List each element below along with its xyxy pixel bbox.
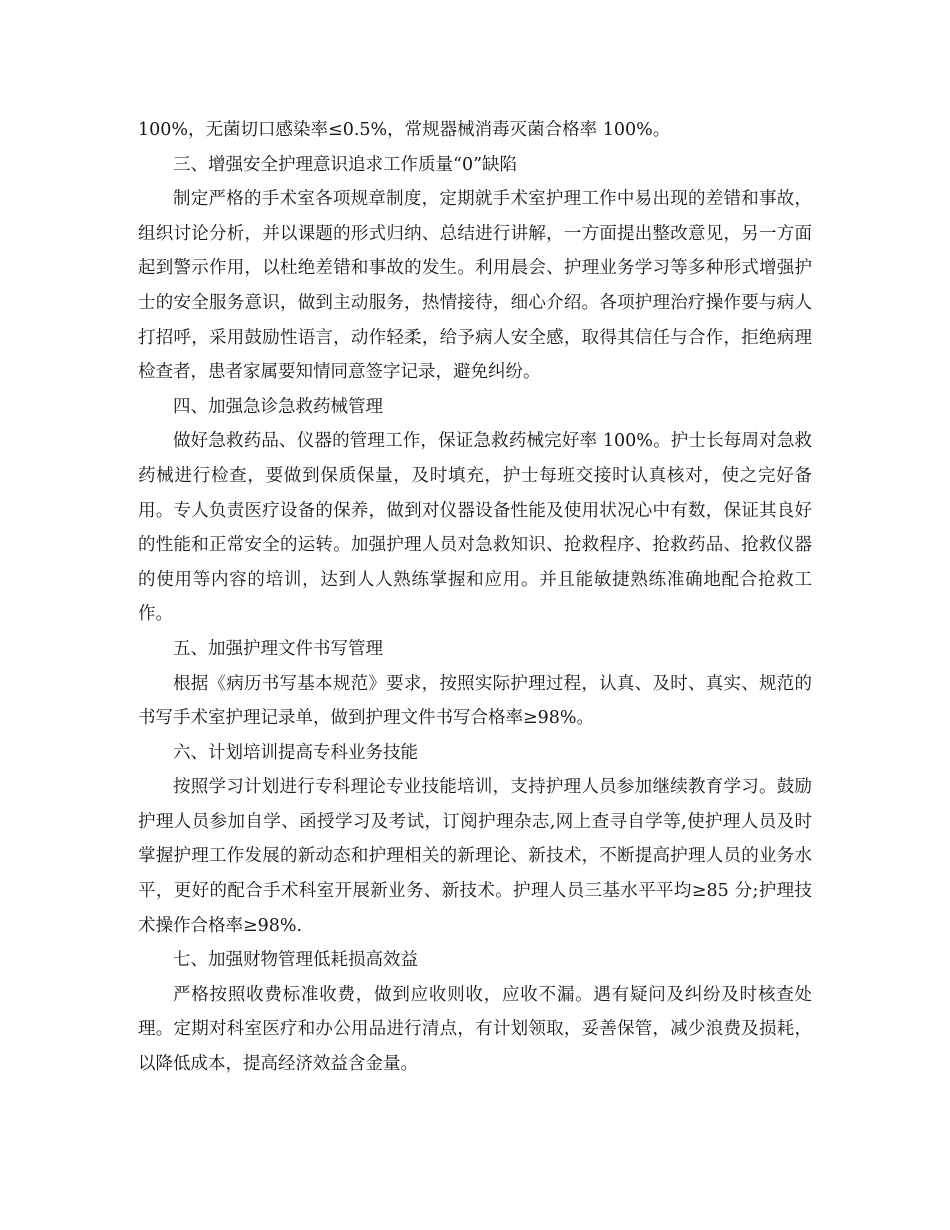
paragraph-finance: 严格按照收费标准收费，做到应收则收，应收不漏。遇有疑问及纠纷及时核查处理。定期对科室医疗和办公用品进行清点，有计划领取，妥善保管，减少浪费及损耗，以降低成本，提高经济效益含金量。 — [138, 984, 812, 1075]
paragraph-continuation: 100%，无菌切口感染率≤0.5%，常规器械消毒灭菌合格率 100%。 — [138, 120, 671, 140]
section-heading-4: 四、加强急诊急救药械管理 — [173, 396, 383, 417]
section-heading-6: 六、计划培训提高专科业务技能 — [173, 742, 418, 763]
paragraph-safety: 制定严格的手术室各项规章制度，定期就手术室护理工作中易出现的差错和事故，组织讨论分析，并以课题的形式归纳、总结进行讲解，一方面提出整改意见，另一方面起到警示作用，以杜绝差错和事故的发生。利用晨会、护理业务学习等多种形式增强护士的安全服务意识，做到主动服务，热情接待，细心介绍。各项护理治疗操作要与病人打招呼，采用鼓励性语言，动作轻柔，给予病人安全感，取得其信任与合作，拒绝病理检查者，患者家属要知情同意签字记录，避免纠纷。 — [138, 189, 812, 383]
section-heading-3: 三、增强安全护理意识追求工作质量“0”缺陷 — [173, 154, 518, 175]
paragraph-emergency: 做好急救药品、仪器的管理工作，保证急救药械完好率 100%。护士长每周对急救药械进行检查，要做到保质保量，及时填充，护士每班交接时认真核对，使之完好备用。专人负责医疗设备的保养，做到对仪器设备性能及使用状况心中有数，保证其良好的性能和正常安全的运转。加强护理人员对急救知识、抢救程序、抢救药品、抢救仪器的使用等内容的培训，达到人人熟练掌握和应用。并且能敏捷熟练准确地配合抢救工作。 — [138, 431, 812, 625]
section-heading-5: 五、加强护理文件书写管理 — [173, 638, 383, 659]
document-body — [138, 113, 812, 1082]
paragraph-records: 根据《病历书写基本规范》要求，按照实际护理过程，认真、及时、真实、规范的书写手术室护理记录单，做到护理文件书写合格率≥98%。 — [138, 673, 812, 729]
section-heading-7: 七、加强财物管理低耗损高效益 — [173, 950, 418, 971]
paragraph-training: 按照学习计划进行专科理论专业技能培训，支持护理人员参加继续教育学习。鼓励护理人员参加自学、函授学习及考试，订阅护理杂志,网上查寻自学等,使护理人员及时掌握护理工作发展的新动态和护理相关的新理论、新技术，不断提高护理人员的业务水平，更好的配合手术科室开展新业务、新技术。护理人员三基水平平均≥85 分;护理技术操作合格率≥98%. — [138, 777, 812, 936]
